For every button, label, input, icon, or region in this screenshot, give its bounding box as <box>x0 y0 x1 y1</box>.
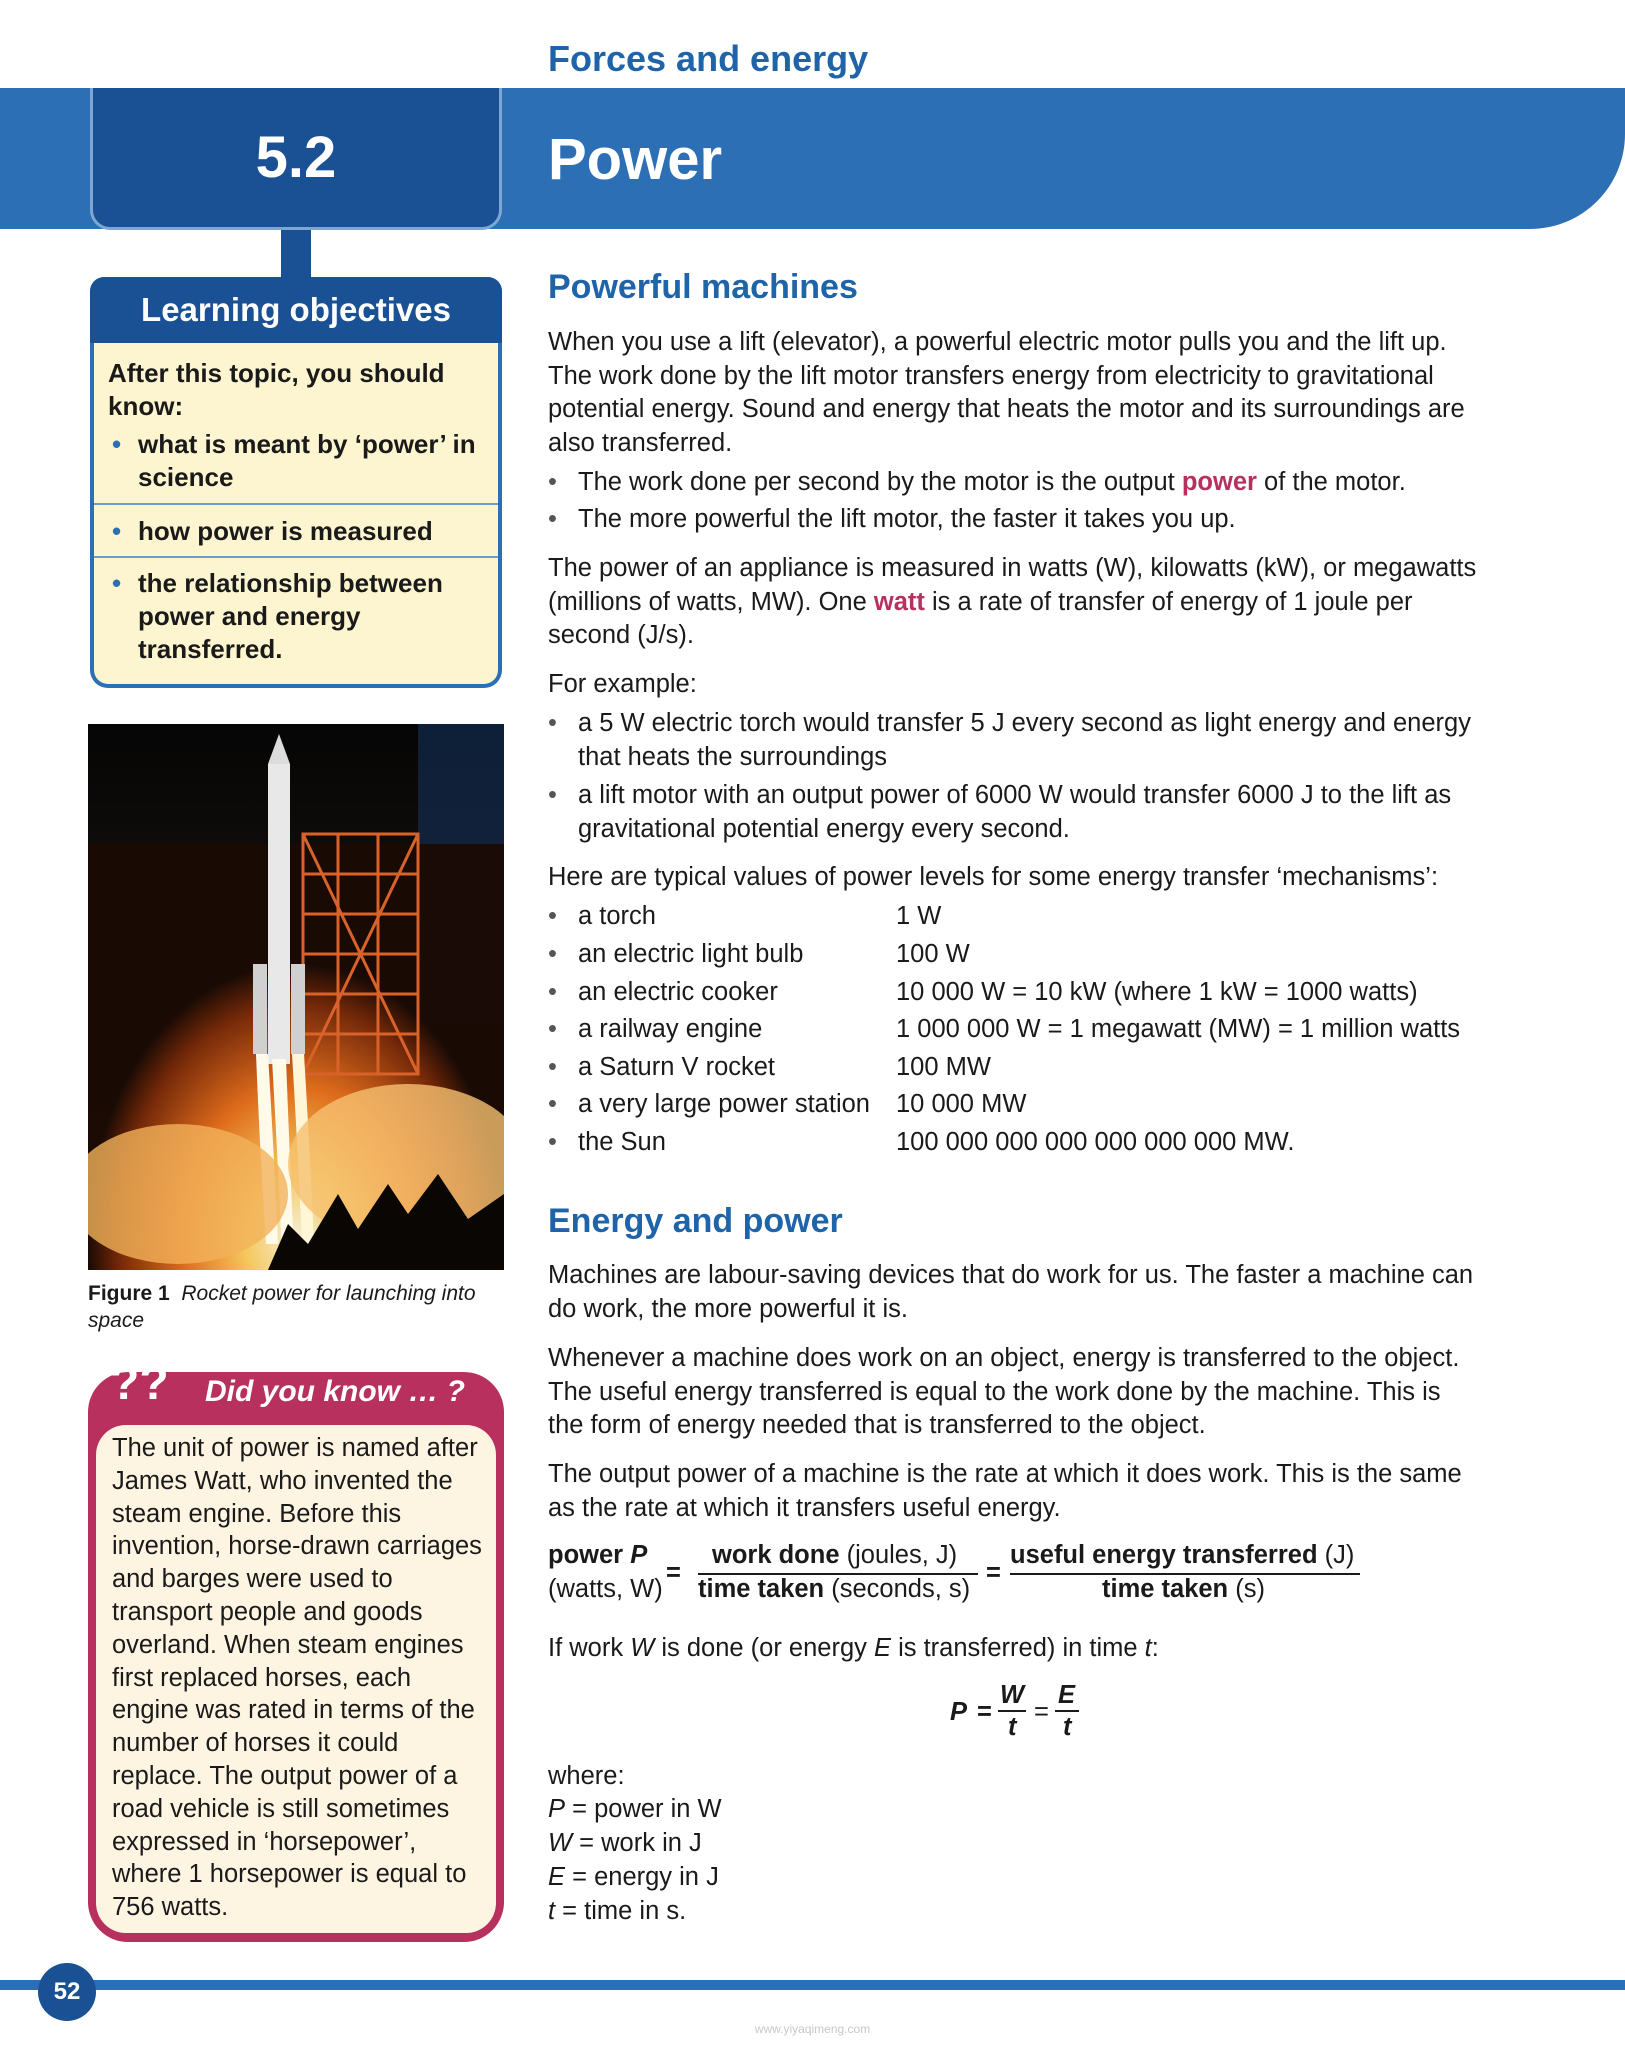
bullet-text: of the motor. <box>1256 468 1406 496</box>
equation-t: t <box>1063 1713 1072 1741</box>
bullet-icon: • <box>548 505 557 533</box>
rocket-launch-photo <box>88 724 504 1270</box>
section-heading: Powerful machines <box>548 268 858 306</box>
symbol: t <box>548 1897 556 1925</box>
formula-variable: P <box>630 1541 648 1569</box>
formula-denominator <box>698 1574 970 1604</box>
equation-p: P <box>950 1698 968 1726</box>
objective-item <box>108 428 488 494</box>
bullet-icon: • <box>112 429 122 459</box>
question-marks-icon: ?? <box>110 1357 169 1410</box>
row-label: an electric cooker <box>578 978 778 1006</box>
figure-caption <box>88 1280 508 1334</box>
row-value: 100 W <box>896 940 970 968</box>
bullet-item <box>548 466 1478 500</box>
watermark: www.yiyaqimeng.com <box>754 2022 871 2036</box>
definition-text: = power in W <box>565 1795 722 1823</box>
objective-text: what is meant by ‘power’ in science <box>138 429 476 492</box>
row-label: a very large power station <box>578 1090 870 1118</box>
bullet-item <box>548 503 1478 537</box>
paragraph: For example: <box>548 670 697 698</box>
topic-number: 5.2 <box>255 125 337 190</box>
formula-term: useful energy transferred <box>1010 1541 1318 1569</box>
equals-sign: = <box>977 1698 992 1726</box>
paragraph: Here are typical values of power levels for some energy transfer ‘mechanisms’: <box>548 863 1439 891</box>
formula-unit: (seconds, s) <box>824 1575 971 1603</box>
row-label: an electric light bulb <box>578 940 804 968</box>
figure-caption-text: Rocket power for launching into space <box>88 1282 476 1332</box>
bullet-icon: • <box>548 978 557 1006</box>
objectives-intro: After this topic, you should know: <box>108 358 445 421</box>
divider <box>94 503 498 505</box>
chapter-title: Forces and energy <box>548 38 869 79</box>
definition-text: = work in J <box>572 1829 702 1857</box>
paragraph-text: If work <box>548 1634 631 1662</box>
symbol: E <box>548 1863 566 1891</box>
bullet-icon: • <box>548 468 557 496</box>
symbol: P <box>548 1795 566 1823</box>
bullet-item <box>548 707 1478 774</box>
bullet-text: a lift motor with an output power of 6000 W would transfer 6000 J to the lift as gravitational potential energy every second. <box>578 781 1452 843</box>
row-value: 100 000 000 000 000 000 000 MW. <box>896 1128 1295 1156</box>
row-label: the Sun <box>578 1128 666 1156</box>
definition <box>548 1861 1478 1895</box>
equals-sign: = <box>986 1559 1001 1587</box>
paragraph: When you use a lift (elevator), a powerful electric motor pulls you and the lift up. The work done by the lift motor transfers energy from electricity to gravitational potential energy. Sound and energy that heats the motor and its surroundings are also transferred. <box>548 328 1465 457</box>
bullet-text: a 5 W electric torch would transfer 5 J every second as light energy and energy that heats the surroundings <box>578 709 1471 771</box>
keyword: power <box>1181 468 1257 496</box>
bullet-icon: • <box>548 1128 557 1156</box>
bullet-icon: • <box>548 940 557 968</box>
paragraph-text: is done (or energy <box>654 1634 874 1662</box>
formula-lhs <box>548 1540 647 1570</box>
row-label: a Saturn V rocket <box>578 1053 776 1081</box>
row-value: 1 W <box>896 902 942 930</box>
did-you-know-title: Did you know … ? <box>205 1375 465 1408</box>
formula-unit: (joules, J) <box>839 1541 958 1569</box>
row-value: 10 000 MW <box>896 1090 1027 1118</box>
equation-w: W <box>1000 1681 1025 1709</box>
objective-item <box>108 515 488 548</box>
formula-term: power <box>548 1541 624 1569</box>
paragraph <box>548 552 1478 653</box>
paragraph: Whenever a machine does work on an object, energy is transferred to the object. The useful energy transferred is equal to the work done by the machine. This is the form of energy needed that is transferred to the object. <box>548 1344 1460 1439</box>
objective-text: how power is measured <box>138 516 433 546</box>
bullet-item <box>548 779 1478 846</box>
topic-number-box <box>90 88 502 230</box>
row-label: a railway engine <box>578 1015 763 1043</box>
formula-numerator <box>712 1540 957 1570</box>
figure-label: Figure 1 <box>88 1282 170 1305</box>
paragraph-text: The power of an appliance is measured in watts (W), kilowatts (kW), or megawatts (millions of watts, MW). One <box>548 554 1477 616</box>
objective-item <box>108 567 488 666</box>
formula-term: time taken <box>1102 1575 1229 1603</box>
formula-lhs-unit: (watts, W) <box>548 1575 663 1603</box>
bullet-text: The work done per second by the motor is the output <box>578 468 1182 496</box>
page-number: 52 <box>38 1963 96 2021</box>
formula-denominator <box>1102 1574 1265 1604</box>
bullet-icon: • <box>548 1053 557 1081</box>
paragraph-text: is a rate of transfer of energy of 1 joule per second (J/s). <box>548 587 1413 649</box>
bullet-icon: • <box>548 709 557 737</box>
topic-title: Power <box>548 127 723 192</box>
row-label: a torch <box>578 902 656 930</box>
paragraph-text: is transferred) in time <box>890 1634 1145 1662</box>
definition <box>548 1895 1478 1929</box>
section-heading: Energy and power <box>548 1202 843 1240</box>
row-value: 10 000 W = 10 kW (where 1 kW = 1000 watts) <box>896 978 1418 1006</box>
bullet-icon: • <box>548 1015 557 1043</box>
banner-connector <box>281 225 311 285</box>
definition-text: = energy in J <box>565 1863 719 1891</box>
row-value: 100 MW <box>896 1053 991 1081</box>
formula-unit: (J) <box>1317 1541 1355 1569</box>
equals-sign: = <box>666 1559 681 1587</box>
symbol: W <box>548 1829 573 1857</box>
paragraph: The output power of a machine is the rate at which it does work. This is the same as the rate at which it transfers useful energy. <box>548 1460 1462 1522</box>
formula-numerator <box>1010 1540 1354 1570</box>
definition-text: = time in s. <box>555 1897 687 1925</box>
paragraph-text: : <box>1151 1634 1159 1662</box>
bullet-icon: • <box>112 516 122 546</box>
symbol: W <box>630 1634 655 1662</box>
equation-e: E <box>1058 1681 1076 1709</box>
paragraph: Machines are labour-saving devices that do work for us. The faster a machine can do work, the more powerful it is. <box>548 1261 1474 1323</box>
symbol: E <box>873 1634 891 1662</box>
row-value: 1 000 000 W = 1 megawatt (MW) = 1 million watts <box>896 1015 1461 1043</box>
paragraph <box>548 1632 1478 1666</box>
learning-objectives-box <box>90 343 502 688</box>
formula-term: time taken <box>698 1575 825 1603</box>
footer-bar <box>0 1980 1625 1990</box>
bullet-text: The more powerful the lift motor, the faster it takes you up. <box>578 505 1236 533</box>
definition <box>548 1793 1478 1827</box>
definition <box>548 1827 1478 1861</box>
bullet-icon: • <box>112 568 122 598</box>
formula-term: work done <box>712 1541 840 1569</box>
learning-objectives-heading: Learning objectives <box>90 277 502 343</box>
equation-t: t <box>1008 1713 1017 1741</box>
divider <box>94 556 498 558</box>
keyword: watt <box>873 587 925 616</box>
formula-unit: (s) <box>1228 1575 1265 1603</box>
bullet-icon: • <box>548 781 557 809</box>
bullet-icon: • <box>548 902 557 930</box>
symbol: t <box>1144 1634 1152 1662</box>
objective-text: the relationship between power and energy transferred. <box>138 568 443 664</box>
where-label: where: <box>548 1762 625 1790</box>
bullet-icon: • <box>548 1090 557 1118</box>
did-you-know-text: The unit of power is named after James Watt, who invented the steam engine. Before this invention, horse-drawn carriages and barges were used to transport people and goods overland. When steam engines first replaced horses, each engine was rated in terms of the number of horses it could replace. The output power of a road vehicle is still sometimes expressed in ‘horsepower’, where 1 horsepower is equal to 756 watts. <box>112 1434 482 1922</box>
equals-sign: = <box>1034 1698 1049 1726</box>
